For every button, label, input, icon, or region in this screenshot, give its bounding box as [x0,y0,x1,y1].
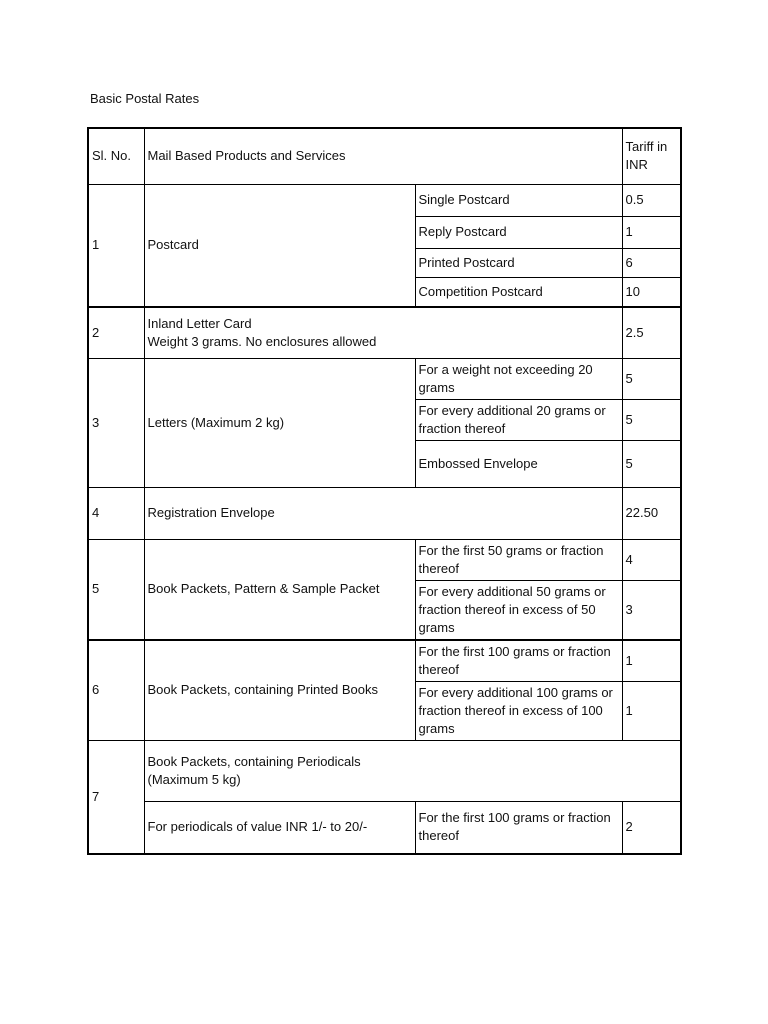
item-desc-cell: Printed Postcard [415,248,622,277]
tariff-cell: 4 [622,539,681,580]
product-cell: Book Packets, Pattern & Sample Packet [144,539,415,640]
item-desc-cell: Embossed Envelope [415,440,622,487]
postal-rates-table [87,127,682,855]
table-row [88,539,681,580]
item-desc-cell: For every additional 50 grams or fraction thereof in excess of 50 grams [415,580,622,640]
tariff-cell: 1 [622,216,681,248]
sl-no-cell: 7 [88,740,144,854]
document-title: Basic Postal Rates [90,91,200,106]
item-desc-cell: For every additional 100 grams or fraction thereof in excess of 100 grams [415,681,622,740]
sl-no-cell: 3 [88,358,144,487]
item-desc-cell: Competition Postcard [415,277,622,307]
tariff-cell: 6 [622,248,681,277]
product-cell: Letters (Maximum 2 kg) [144,358,415,487]
table-header-row [88,128,681,184]
sub-product-cell: For periodicals of value INR 1/- to 20/- [144,801,415,854]
table-row [88,358,681,399]
item-desc-cell: For a weight not exceeding 20 grams [415,358,622,399]
sl-no-cell: 4 [88,487,144,539]
product-cell: Book Packets, containing Printed Books [144,640,415,741]
sl-no-cell: 1 [88,184,144,307]
sl-no-cell: 5 [88,539,144,640]
product-cell: Registration Envelope [144,487,622,539]
table-row [88,184,681,216]
tariff-cell: 3 [622,580,681,640]
tariff-cell: 5 [622,399,681,440]
product-line-2: Weight 3 grams. No enclosures allowed [147,333,377,349]
table-row [88,307,681,358]
tariff-cell: 0.5 [622,184,681,216]
tariff-cell: 22.50 [622,487,681,539]
tariff-cell: 2.5 [622,307,681,358]
tariff-cell: 10 [622,277,681,307]
item-desc-cell: Single Postcard [415,184,622,216]
sl-no-cell: 2 [88,307,144,358]
product-line-1: Inland Letter Card [147,315,252,331]
tariff-cell: 5 [622,358,681,399]
tariff-cell: 1 [622,640,681,682]
table-row [88,487,681,539]
table-row [88,740,681,801]
table-row [88,640,681,682]
tariff-cell: 1 [622,681,681,740]
item-desc-cell: For the first 50 grams or fraction thereof [415,539,622,580]
header-product: Mail Based Products and Services [144,128,622,184]
tariff-cell: 2 [622,801,681,854]
item-desc-cell: For the first 100 grams or fraction thereof [415,640,622,682]
item-desc-cell: For the first 100 grams or fraction thereof [415,801,622,854]
tariff-cell: 5 [622,440,681,487]
product-cell [144,307,622,358]
table-row [88,801,681,854]
product-cell: Postcard [144,184,415,307]
sl-no-cell: 6 [88,640,144,741]
product-cell: Book Packets, containing Periodicals (Maximum 5 kg) [144,740,681,801]
header-tariff: Tariff in INR [622,128,681,184]
item-desc-cell: Reply Postcard [415,216,622,248]
header-sl-no: Sl. No. [88,128,144,184]
item-desc-cell: For every additional 20 grams or fraction thereof [415,399,622,440]
